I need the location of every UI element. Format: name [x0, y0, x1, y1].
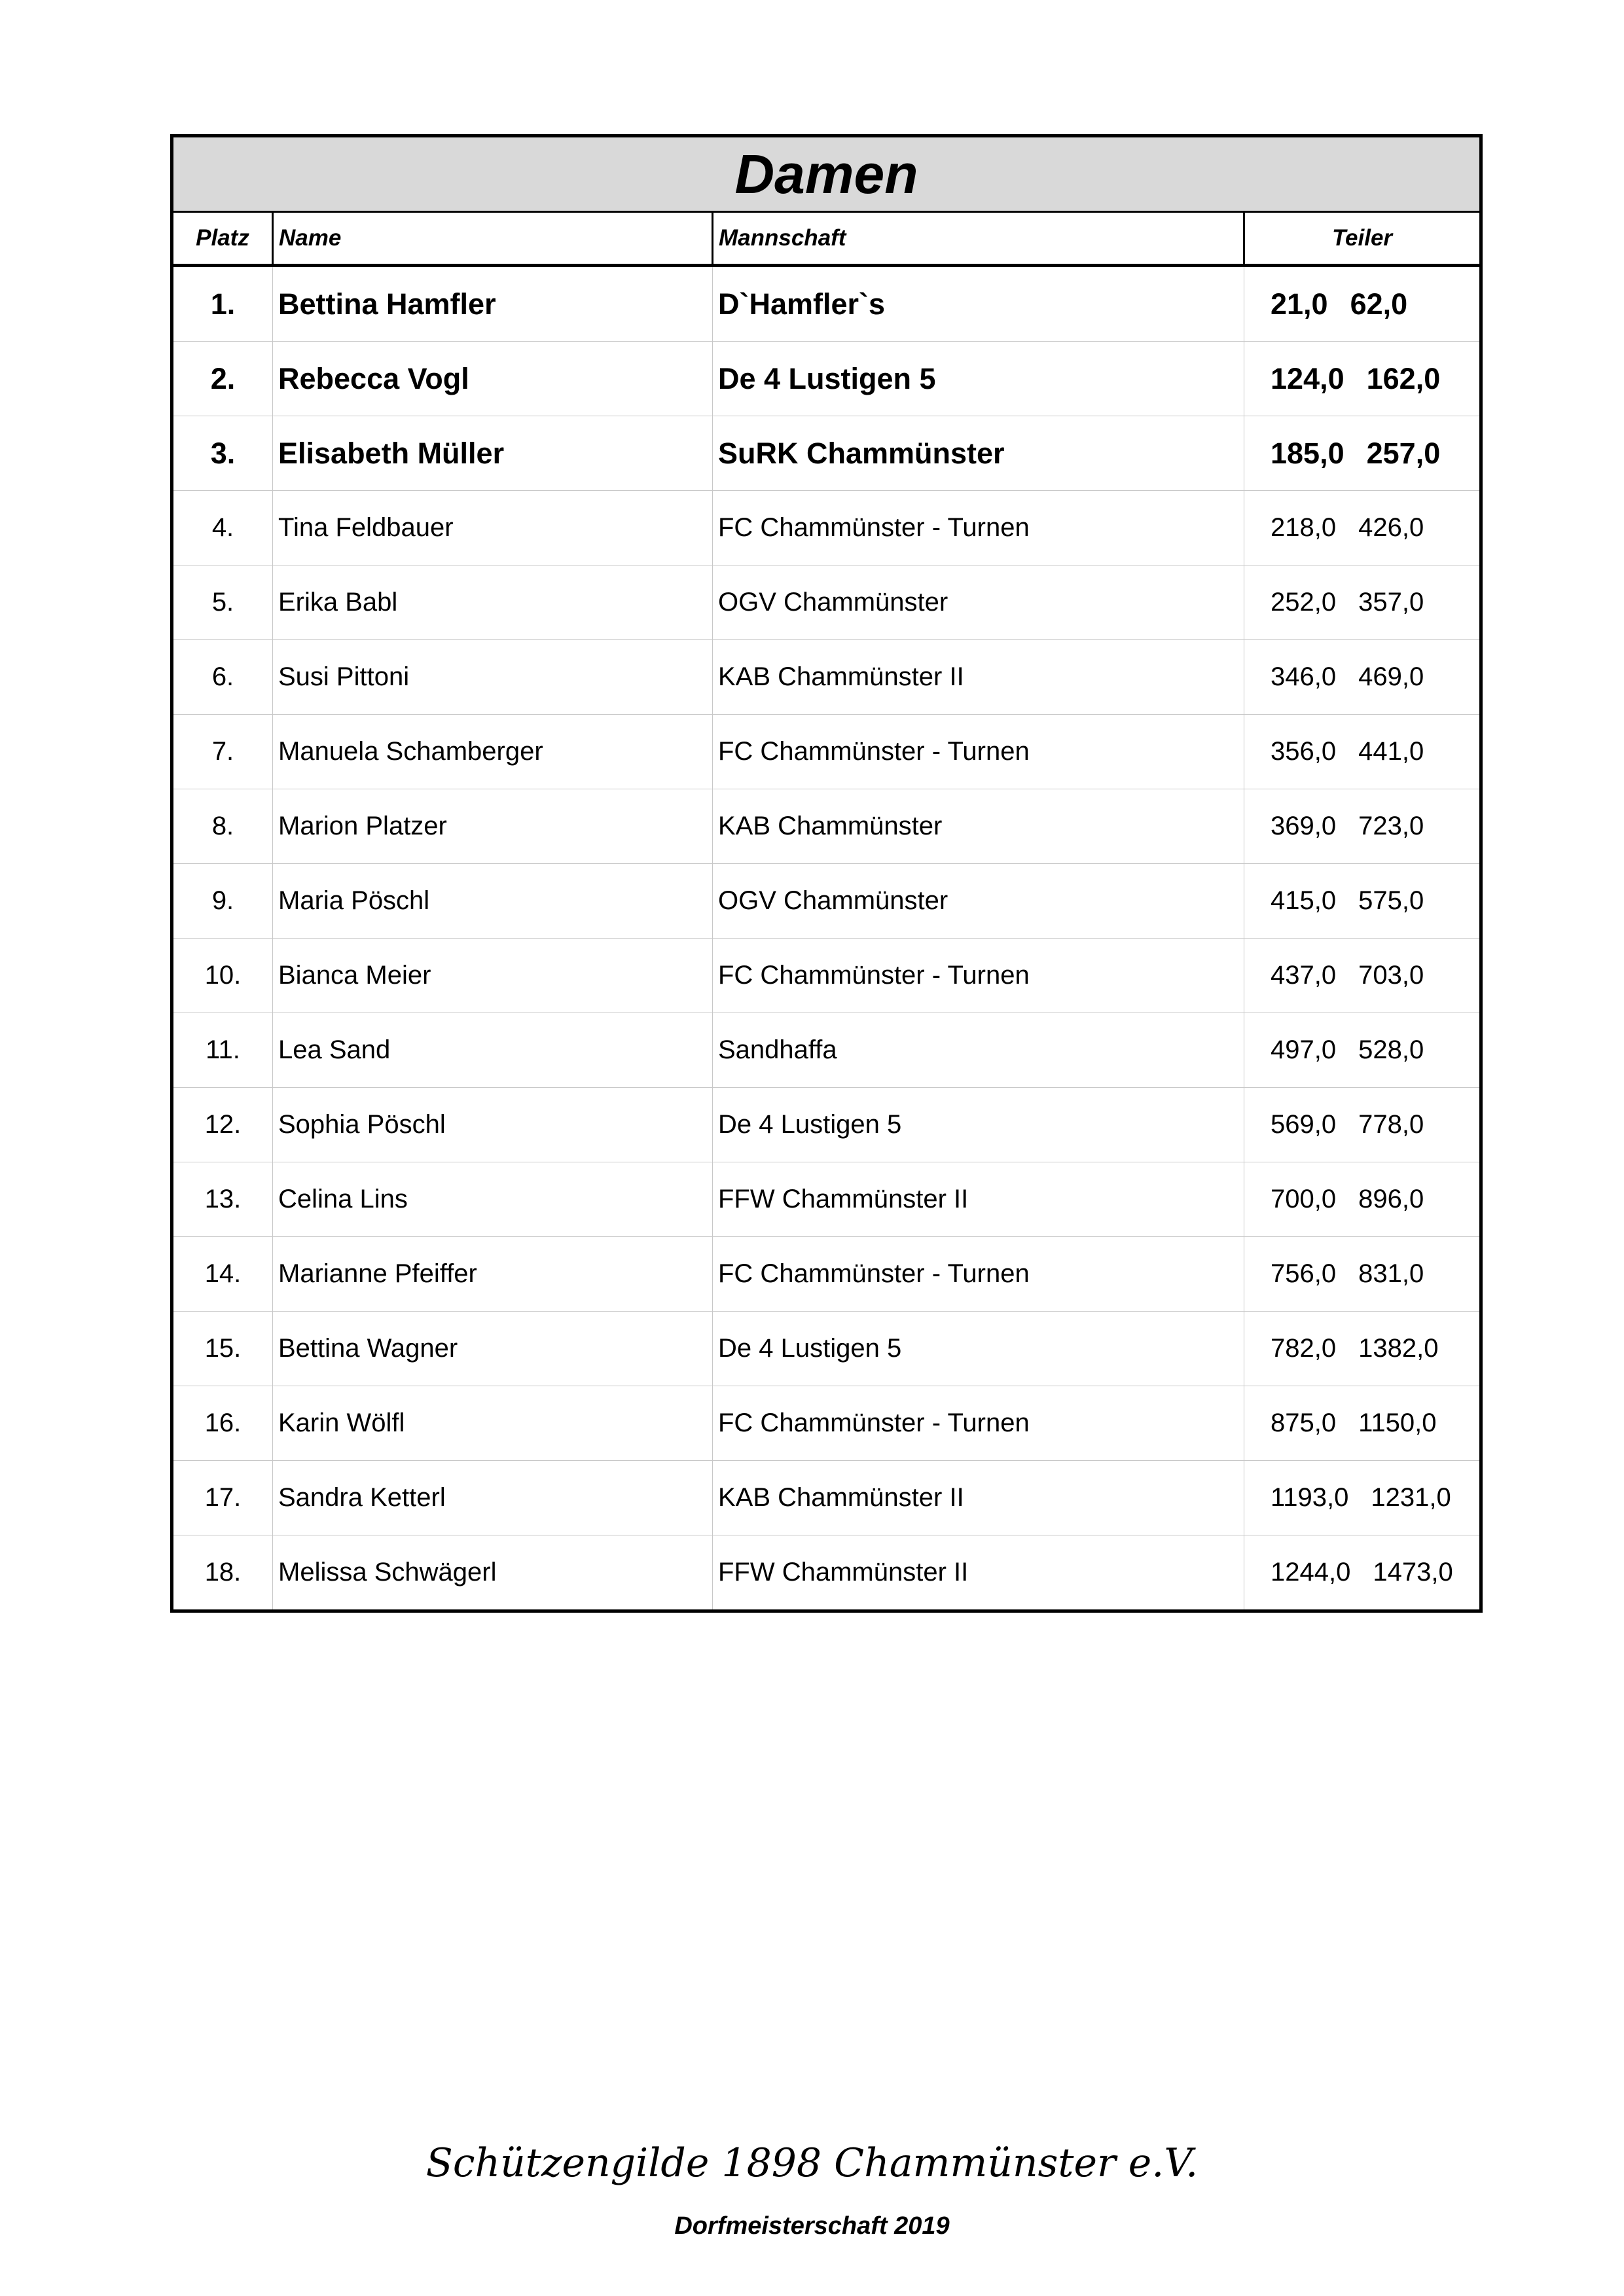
teiler-value-2: 723,0 [1358, 812, 1424, 840]
teiler-value-1: 497,0 [1271, 1035, 1337, 1064]
table-row [172, 715, 1481, 789]
name-cell: Elisabeth Müller [273, 416, 713, 491]
teiler-value-1: 124,0 [1271, 361, 1344, 395]
column-header-teiler: Teiler [1244, 212, 1481, 266]
team-cell: De 4 Lustigen 5 [713, 1312, 1244, 1386]
rank-cell: 14. [172, 1237, 273, 1312]
teiler-value-2: 357,0 [1358, 588, 1424, 617]
rank-cell: 13. [172, 1162, 273, 1237]
name-cell: Sophia Pöschl [273, 1088, 713, 1162]
teiler-value-2: 831,0 [1358, 1259, 1424, 1288]
name-cell: Sandra Ketterl [273, 1461, 713, 1535]
teiler-value-2: 1473,0 [1373, 1558, 1453, 1587]
team-cell: FC Chammünster - Turnen [713, 1386, 1244, 1461]
teiler-cell [1244, 715, 1481, 789]
teiler-value-1: 875,0 [1271, 1408, 1337, 1437]
teiler-cell [1244, 1461, 1481, 1535]
table-row [172, 1461, 1481, 1535]
teiler-cell [1244, 342, 1481, 416]
table-row [172, 640, 1481, 715]
column-header-team: Mannschaft [713, 212, 1244, 266]
teiler-cell [1244, 565, 1481, 640]
team-cell: FC Chammünster - Turnen [713, 491, 1244, 565]
table-row [172, 1535, 1481, 1611]
event-name: Dorfmeisterschaft 2019 [674, 2212, 950, 2240]
team-cell: FFW Chammünster II [713, 1162, 1244, 1237]
header-row [172, 212, 1481, 266]
name-cell: Karin Wölfl [273, 1386, 713, 1461]
teiler-value-2: 441,0 [1358, 737, 1424, 766]
teiler-value-2: 778,0 [1358, 1110, 1424, 1139]
teiler-cell [1244, 416, 1481, 491]
name-cell: Lea Sand [273, 1013, 713, 1088]
column-header-platz: Platz [172, 212, 273, 266]
rank-cell: 17. [172, 1461, 273, 1535]
teiler-value-1: 782,0 [1271, 1334, 1337, 1363]
teiler-cell [1244, 864, 1481, 939]
teiler-value-2: 575,0 [1358, 886, 1424, 915]
teiler-value-1: 252,0 [1271, 588, 1337, 617]
teiler-cell [1244, 1386, 1481, 1461]
teiler-value-1: 346,0 [1271, 662, 1337, 691]
teiler-value-1: 369,0 [1271, 812, 1337, 840]
column-header-name: Name [273, 212, 713, 266]
teiler-value-1: 356,0 [1271, 737, 1337, 766]
teiler-cell [1244, 266, 1481, 342]
name-cell: Marion Platzer [273, 789, 713, 864]
rank-cell: 6. [172, 640, 273, 715]
name-cell: Bianca Meier [273, 939, 713, 1013]
name-cell: Susi Pittoni [273, 640, 713, 715]
teiler-value-1: 700,0 [1271, 1185, 1337, 1213]
team-cell: FC Chammünster - Turnen [713, 1237, 1244, 1312]
team-cell: KAB Chammünster II [713, 640, 1244, 715]
name-cell: Maria Pöschl [273, 864, 713, 939]
teiler-value-1: 1244,0 [1271, 1558, 1351, 1587]
team-cell: FC Chammünster - Turnen [713, 939, 1244, 1013]
teiler-cell [1244, 1088, 1481, 1162]
team-cell: KAB Chammünster II [713, 1461, 1244, 1535]
team-cell: FC Chammünster - Turnen [713, 715, 1244, 789]
team-cell: De 4 Lustigen 5 [713, 1088, 1244, 1162]
teiler-value-1: 21,0 [1271, 287, 1328, 321]
teiler-cell [1244, 640, 1481, 715]
table-row [172, 416, 1481, 491]
teiler-value-2: 896,0 [1358, 1185, 1424, 1213]
teiler-cell [1244, 1237, 1481, 1312]
teiler-value-1: 1193,0 [1271, 1483, 1349, 1512]
table-body [172, 266, 1481, 1611]
table-row [172, 1013, 1481, 1088]
teiler-cell [1244, 1312, 1481, 1386]
name-cell: Tina Feldbauer [273, 491, 713, 565]
rank-cell: 11. [172, 1013, 273, 1088]
rank-cell: 15. [172, 1312, 273, 1386]
name-cell: Marianne Pfeiffer [273, 1237, 713, 1312]
rank-cell: 9. [172, 864, 273, 939]
name-cell: Manuela Schamberger [273, 715, 713, 789]
results-table [170, 134, 1483, 1613]
teiler-cell [1244, 939, 1481, 1013]
rank-cell: 2. [172, 342, 273, 416]
teiler-value-2: 469,0 [1358, 662, 1424, 691]
teiler-value-2: 1150,0 [1358, 1408, 1437, 1437]
team-cell: OGV Chammünster [713, 565, 1244, 640]
teiler-value-1: 415,0 [1271, 886, 1337, 915]
teiler-value-2: 703,0 [1358, 961, 1424, 990]
team-cell: SuRK Chammünster [713, 416, 1244, 491]
team-cell: Sandhaffa [713, 1013, 1244, 1088]
title-row [172, 136, 1481, 212]
table-row [172, 939, 1481, 1013]
teiler-value-2: 62,0 [1350, 287, 1408, 321]
teiler-value-2: 257,0 [1366, 436, 1441, 470]
teiler-cell [1244, 1013, 1481, 1088]
teiler-value-1: 185,0 [1271, 436, 1344, 470]
name-cell: Rebecca Vogl [273, 342, 713, 416]
teiler-value-2: 528,0 [1358, 1035, 1424, 1064]
team-cell: De 4 Lustigen 5 [713, 342, 1244, 416]
team-cell: KAB Chammünster [713, 789, 1244, 864]
table-title: Damen [172, 136, 1481, 212]
table-row [172, 491, 1481, 565]
table-row [172, 1162, 1481, 1237]
name-cell: Bettina Wagner [273, 1312, 713, 1386]
teiler-cell [1244, 1535, 1481, 1611]
name-cell: Erika Babl [273, 565, 713, 640]
rank-cell: 18. [172, 1535, 273, 1611]
rank-cell: 5. [172, 565, 273, 640]
teiler-cell [1244, 1162, 1481, 1237]
rank-cell: 3. [172, 416, 273, 491]
table-row [172, 1312, 1481, 1386]
team-cell: FFW Chammünster II [713, 1535, 1244, 1611]
table-row [172, 789, 1481, 864]
teiler-value-2: 162,0 [1366, 361, 1441, 395]
teiler-cell [1244, 491, 1481, 565]
rank-cell: 16. [172, 1386, 273, 1461]
rank-cell: 1. [172, 266, 273, 342]
team-cell: D`Hamfler`s [713, 266, 1244, 342]
name-cell: Bettina Hamfler [273, 266, 713, 342]
teiler-value-2: 426,0 [1358, 513, 1424, 542]
team-cell: OGV Chammünster [713, 864, 1244, 939]
teiler-cell [1244, 789, 1481, 864]
teiler-value-2: 1231,0 [1371, 1483, 1451, 1512]
table-row [172, 864, 1481, 939]
table-row [172, 565, 1481, 640]
teiler-value-1: 437,0 [1271, 961, 1337, 990]
table-row [172, 266, 1481, 342]
name-cell: Celina Lins [273, 1162, 713, 1237]
table-row [172, 1386, 1481, 1461]
rank-cell: 4. [172, 491, 273, 565]
rank-cell: 10. [172, 939, 273, 1013]
table-row [172, 1237, 1481, 1312]
teiler-value-1: 756,0 [1271, 1259, 1337, 1288]
club-name: Schützengilde 1898 Chammünster e.V. [425, 2140, 1199, 2186]
teiler-value-2: 1382,0 [1358, 1334, 1439, 1363]
table-row [172, 1088, 1481, 1162]
rank-cell: 12. [172, 1088, 273, 1162]
table-row [172, 342, 1481, 416]
rank-cell: 8. [172, 789, 273, 864]
teiler-value-1: 569,0 [1271, 1110, 1337, 1139]
name-cell: Melissa Schwägerl [273, 1535, 713, 1611]
teiler-value-1: 218,0 [1271, 513, 1337, 542]
rank-cell: 7. [172, 715, 273, 789]
